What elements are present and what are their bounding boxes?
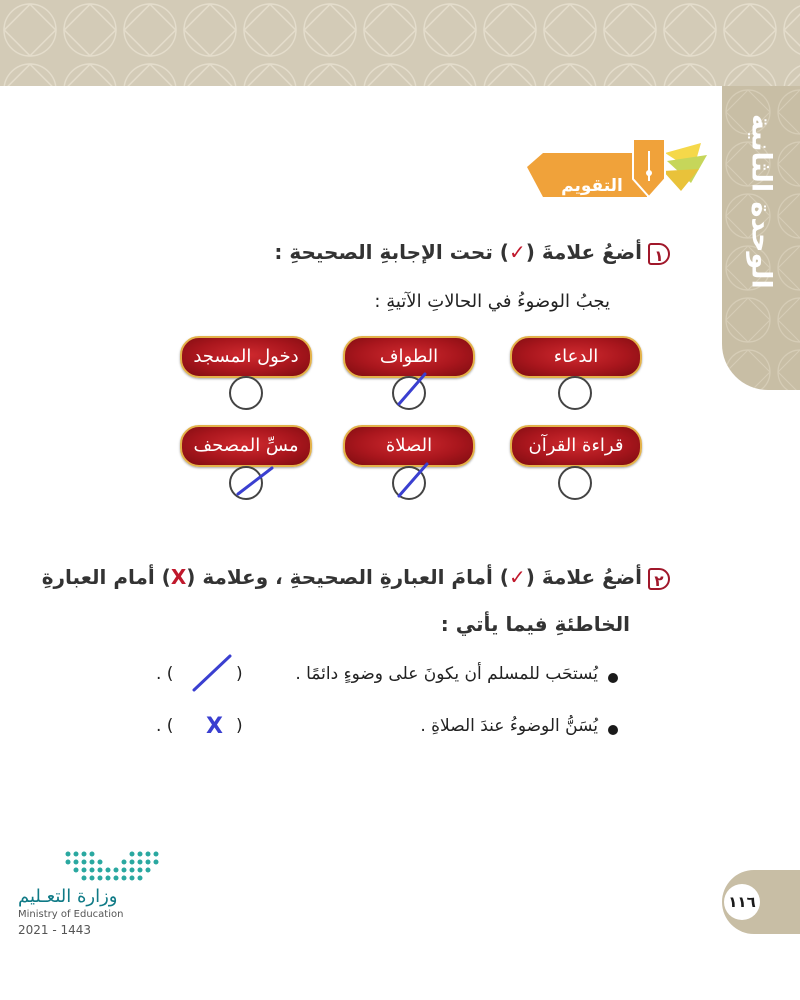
option-checkbox-masjid[interactable] (229, 376, 263, 410)
bullet-icon (608, 673, 618, 683)
q2-title (42, 565, 670, 590)
q1-title-after: ) تحت الإجابةِ الصحيحةِ : (274, 240, 509, 264)
top-decorative-band (0, 0, 800, 86)
handwritten-check-statement-1 (188, 650, 236, 696)
check-icon: ✓ (508, 565, 526, 589)
ministry-logo (62, 850, 162, 890)
page-number: ١١٦ (724, 884, 760, 920)
statement-2-open-paren: ( (236, 716, 243, 736)
option-pill-quran[interactable]: قراءة القرآن (510, 425, 642, 467)
bullet-icon (608, 725, 618, 735)
handwritten-check-salah (385, 456, 435, 502)
option-pill-masjid[interactable]: دخول المسجد (180, 336, 312, 378)
check-icon: ✓ (508, 240, 526, 264)
statement-2-close-paren: ) . (156, 716, 174, 736)
statement-1-open-paren: ( (236, 664, 243, 684)
section-header (515, 131, 710, 201)
geometric-pattern (0, 0, 800, 86)
edition-year: 2021 - 1443 (18, 923, 92, 937)
x-icon: X (170, 565, 187, 589)
option-pill-mushaf[interactable]: مسِّ المصحف (180, 425, 312, 467)
q2-title-before: أضعُ علامةَ ( (525, 565, 642, 589)
q1-title (274, 240, 670, 265)
unit-label-svg (722, 86, 800, 390)
option-pill-doaa[interactable]: الدعاء (510, 336, 642, 378)
ministry-name-en: Ministry of Education (18, 909, 124, 920)
handwritten-check-mushaf (224, 458, 278, 502)
unit-side-tab (722, 86, 800, 390)
option-pill-salah[interactable]: الصلاة (343, 425, 475, 467)
handwritten-check-tawaf (385, 366, 435, 412)
q2-title-after: ) أمام العبارةِ (41, 565, 171, 589)
option-checkbox-doaa[interactable] (558, 376, 592, 410)
ministry-name-ar: وزارة التعـليم (18, 886, 118, 907)
unit-label: الوحدة الثانية (745, 114, 777, 289)
q1-prompt: يجبُ الوضوءُ في الحالاتِ الآتيةِ : (374, 291, 610, 312)
q1-number-badge: ١ (648, 243, 670, 265)
handwritten-x-statement-2: X (206, 714, 223, 739)
option-checkbox-quran[interactable] (558, 466, 592, 500)
q1-title-before: أضعُ علامةَ ( (525, 240, 642, 264)
q2-title-line2: الخاطئةِ فيما يأتي : (440, 612, 630, 636)
q2-title-mid: ) أمامَ العبارةِ الصحيحةِ ، وعلامة ( (186, 565, 509, 589)
statement-1-text: يُستحَب للمسلم أن يكونَ على وضوءٍ دائمًا . (295, 664, 598, 684)
statement-1-close-paren: ) . (156, 664, 174, 684)
q2-number-badge: ٢ (648, 568, 670, 590)
option-pill-tawaf[interactable]: الطواف (343, 336, 475, 378)
statement-2-text: يُسَنُّ الوضوءُ عندَ الصلاةِ . (420, 716, 598, 736)
section-title: التقويم (561, 176, 623, 196)
